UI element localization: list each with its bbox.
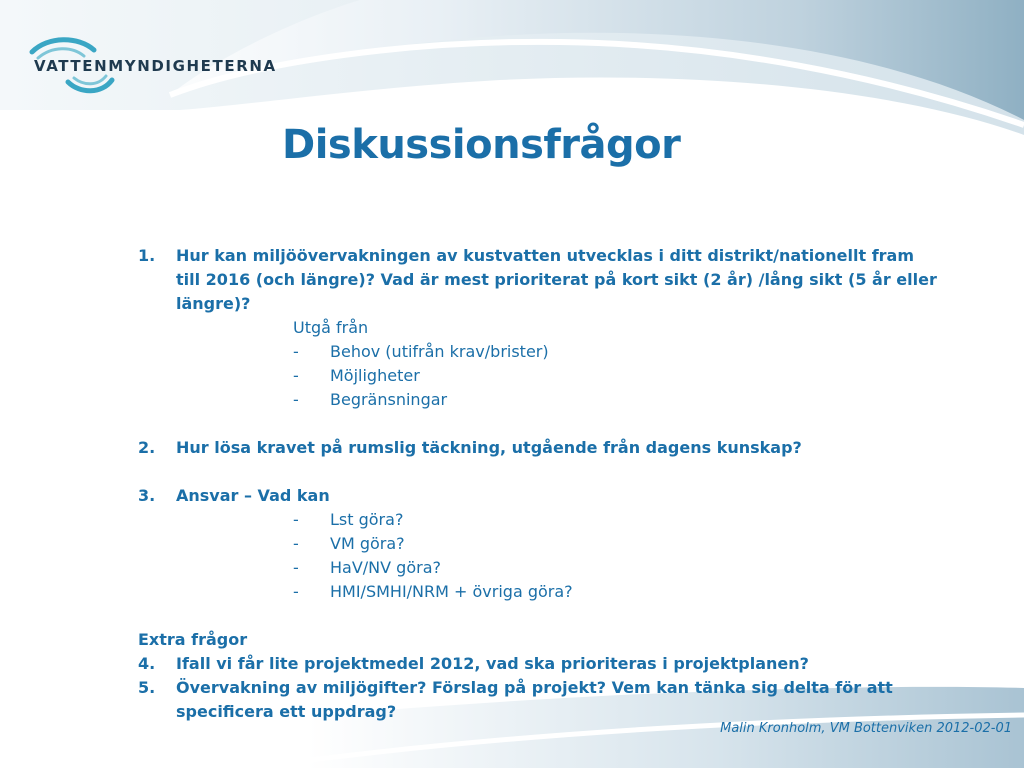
subheading-utga-fran: Utgå från: [293, 318, 369, 337]
bullet-dash: -: [293, 366, 299, 385]
question-2: [138, 436, 978, 460]
question-4: [138, 652, 978, 676]
question-5-line-1: [138, 676, 978, 700]
bullet-dash: -: [293, 510, 299, 529]
question-number: 2.: [138, 438, 156, 457]
question-number: 5.: [138, 678, 156, 697]
list-item-text: HaV/NV göra?: [330, 558, 441, 577]
bullet-dash: -: [293, 558, 299, 577]
question-text: Hur kan miljöövervakningen av kustvatten utvecklas i ditt distrikt/nationellt fram: [176, 246, 915, 265]
question-number: 1.: [138, 246, 156, 265]
list-item: [138, 388, 978, 412]
question-1-line-2: till 2016 (och längre)? Vad är mest prioriterat på kort sikt (2 år) /lång sikt (5 år eller: [176, 270, 937, 289]
list-item: [138, 364, 978, 388]
list-item: [138, 340, 978, 364]
list-item-text: Begränsningar: [330, 390, 448, 409]
bullet-dash: -: [293, 390, 299, 409]
question-3: [138, 484, 978, 508]
bullet-dash: -: [293, 534, 299, 553]
question-text: Ansvar – Vad kan: [176, 486, 330, 505]
extra-heading: Extra frågor: [138, 630, 248, 649]
list-item: [138, 556, 978, 580]
list-item-text: HMI/SMHI/NRM + övriga göra?: [330, 582, 573, 601]
logo: [28, 34, 278, 96]
list-item-text: Möjligheter: [330, 366, 420, 385]
list-item: [138, 508, 978, 532]
question-1-line-3: längre)?: [176, 294, 251, 313]
bullet-dash: -: [293, 582, 299, 601]
question-text: Övervakning av miljögifter? Förslag på projekt? Vem kan tänka sig delta för att: [176, 678, 893, 697]
logo-text: VATTENMYNDIGHETERNA: [34, 57, 277, 75]
footer-credit: Malin Kronholm, VM Bottenviken 2012-02-01: [720, 721, 1012, 736]
question-5-line-2: specificera ett uppdrag?: [176, 702, 397, 721]
list-item-text: Lst göra?: [330, 510, 404, 529]
question-text: Ifall vi får lite projektmedel 2012, vad ska prioriteras i projektplanen?: [176, 654, 809, 673]
list-item-text: VM göra?: [330, 534, 405, 553]
question-list: [138, 244, 978, 724]
question-number: 4.: [138, 654, 156, 673]
list-item: [138, 580, 978, 604]
slide-title: Diskussionsfrågor: [282, 122, 681, 168]
question-1-line-1: [138, 244, 978, 268]
bullet-dash: -: [293, 342, 299, 361]
list-item: [138, 532, 978, 556]
question-text: Hur lösa kravet på rumslig täckning, utgående från dagens kunskap?: [176, 438, 802, 457]
question-number: 3.: [138, 486, 156, 505]
list-item-text: Behov (utifrån krav/brister): [330, 342, 549, 361]
